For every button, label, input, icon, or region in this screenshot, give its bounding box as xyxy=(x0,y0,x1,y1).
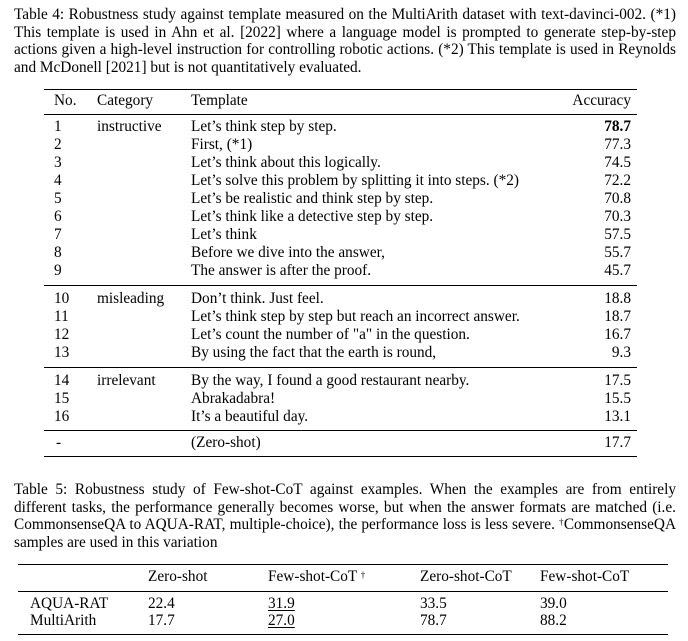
row-template: First, (*1) xyxy=(191,136,253,153)
row-accuracy: 74.5 xyxy=(604,154,631,171)
table5-header-rule xyxy=(18,591,668,592)
row-no: 6 xyxy=(54,208,62,225)
row-template: (Zero-shot) xyxy=(191,434,261,451)
row-no: 12 xyxy=(54,326,70,343)
row-template: By the way, I found a good restaurant nearby. xyxy=(191,372,470,389)
row-accuracy: 17.5 xyxy=(604,372,631,389)
table5-bottom-rule xyxy=(18,634,668,635)
row-template: Let’s think xyxy=(191,226,257,243)
row-accuracy: 70.3 xyxy=(604,208,631,225)
col-header-category: Category xyxy=(97,92,154,109)
row-template: The answer is after the proof. xyxy=(191,262,372,279)
group-category-label: misleading xyxy=(97,290,165,307)
cell-zero-shot: 17.7 xyxy=(148,612,175,629)
table4-caption-text: Table 4: Robustness study against template measured on the MultiArith dataset with text-davinci-002. (*1) This template is used in Ahn et al. [2022] where a language model is prompted to generate step-by-step actions given a high-level instruction for controlling robotic actions. (*2) This template is used in Reynolds and McDonell [2021] but is not quantitatively evaluated. xyxy=(14,6,676,76)
table5-caption xyxy=(14,481,676,551)
col-header-few-shot-cot: Few-shot-CoT xyxy=(540,568,630,585)
row-accuracy: 45.7 xyxy=(604,262,631,279)
row-no: 4 xyxy=(54,172,62,189)
group-category-label: irrelevant xyxy=(97,372,156,389)
row-no: 7 xyxy=(54,226,62,243)
row-template: Let’s think like a detective step by step. xyxy=(191,208,434,225)
cell-few-shot-cot: 88.2 xyxy=(540,612,567,629)
table4-group-rule xyxy=(44,367,637,368)
row-accuracy: 18.8 xyxy=(604,290,631,307)
row-no: 13 xyxy=(54,344,70,361)
col-header-no: No. xyxy=(54,92,77,109)
table5-caption-text: Table 5: Robustness study of Few-shot-CoT against examples. When the examples are from entirely different tasks, the performance generally becomes worse, but when the answer formats are matched (i.e. CommonsenseQA to AQUA-RAT, multiple-choice), the performance loss is less severe. xyxy=(14,481,676,534)
dagger-mark: † xyxy=(360,570,366,580)
row-no: 3 xyxy=(54,154,62,171)
table4-group-rule xyxy=(44,430,637,431)
row-no: 5 xyxy=(54,190,62,207)
row-accuracy: 18.7 xyxy=(604,308,631,325)
col-header-few-shot-cot-dagger xyxy=(268,568,365,586)
row-no: 15 xyxy=(54,390,70,407)
row-no: 10 xyxy=(54,290,70,307)
row-accuracy-best: 78.7 xyxy=(604,118,631,135)
row-no: 11 xyxy=(54,308,69,325)
row-accuracy: 16.7 xyxy=(604,326,631,343)
cell-few-shot-cot-dagger: 27.0 xyxy=(268,612,295,629)
row-no: 16 xyxy=(54,408,70,425)
row-dataset: AQUA-RAT xyxy=(30,595,109,612)
col-header-zero-shot: Zero-shot xyxy=(148,568,208,585)
row-no: 8 xyxy=(54,244,62,261)
row-template: Let’s count the number of "a" in the question. xyxy=(191,326,470,343)
row-template: Let’s solve this problem by splitting it into steps. (*2) xyxy=(191,172,520,189)
group-category-label: instructive xyxy=(97,118,162,135)
col-header-zero-shot-cot: Zero-shot-CoT xyxy=(420,568,512,585)
row-no: 1 xyxy=(54,118,62,135)
col-header-label: Few-shot-CoT xyxy=(268,568,357,585)
row-template: Let’s be realistic and think step by step. xyxy=(191,190,434,207)
cell-zero-shot: 22.4 xyxy=(148,595,175,612)
table4-caption xyxy=(14,6,676,76)
row-accuracy: 15.5 xyxy=(604,390,631,407)
row-accuracy: 57.5 xyxy=(604,226,631,243)
dagger-mark: † xyxy=(559,517,564,528)
cell-few-shot-cot-dagger: 31.9 xyxy=(268,595,295,612)
cell-zero-shot-cot: 78.7 xyxy=(420,612,447,629)
row-no: 9 xyxy=(54,262,62,279)
row-accuracy: 77.3 xyxy=(604,136,631,153)
row-accuracy: 55.7 xyxy=(604,244,631,261)
table4-group-rule xyxy=(44,285,637,286)
col-header-template: Template xyxy=(191,92,248,109)
row-accuracy: 70.8 xyxy=(604,190,631,207)
row-template: Abrakadabra! xyxy=(191,390,276,407)
row-template: By using the fact that the earth is round, xyxy=(191,344,437,361)
row-dataset: MultiArith xyxy=(30,612,97,629)
row-template: Let’s think step by step. xyxy=(191,118,337,135)
row-template: Let’s think step by step but reach an incorrect answer. xyxy=(191,308,520,325)
table4-top-rule xyxy=(44,89,637,90)
cell-zero-shot-cot: 33.5 xyxy=(420,595,447,612)
cell-few-shot-cot: 39.0 xyxy=(540,595,567,612)
row-no: 2 xyxy=(54,136,62,153)
row-accuracy: 9.3 xyxy=(611,344,631,361)
row-accuracy: 13.1 xyxy=(604,408,631,425)
row-template: It’s a beautiful day. xyxy=(191,408,309,425)
row-accuracy: 72.2 xyxy=(604,172,631,189)
table4-bottom-rule xyxy=(44,456,637,457)
table5-top-rule xyxy=(18,564,668,565)
row-no: 14 xyxy=(54,372,70,389)
row-accuracy: 17.7 xyxy=(604,434,631,451)
row-no: - xyxy=(56,434,62,451)
col-header-accuracy: Accuracy xyxy=(572,92,631,109)
row-template: Let’s think about this logically. xyxy=(191,154,381,171)
table4-header-rule xyxy=(44,114,637,115)
table5-footnote-text: CommonsenseQA samples are used in this variation xyxy=(14,516,676,551)
row-template: Before we dive into the answer, xyxy=(191,244,385,261)
row-template: Don’t think. Just feel. xyxy=(191,290,324,307)
